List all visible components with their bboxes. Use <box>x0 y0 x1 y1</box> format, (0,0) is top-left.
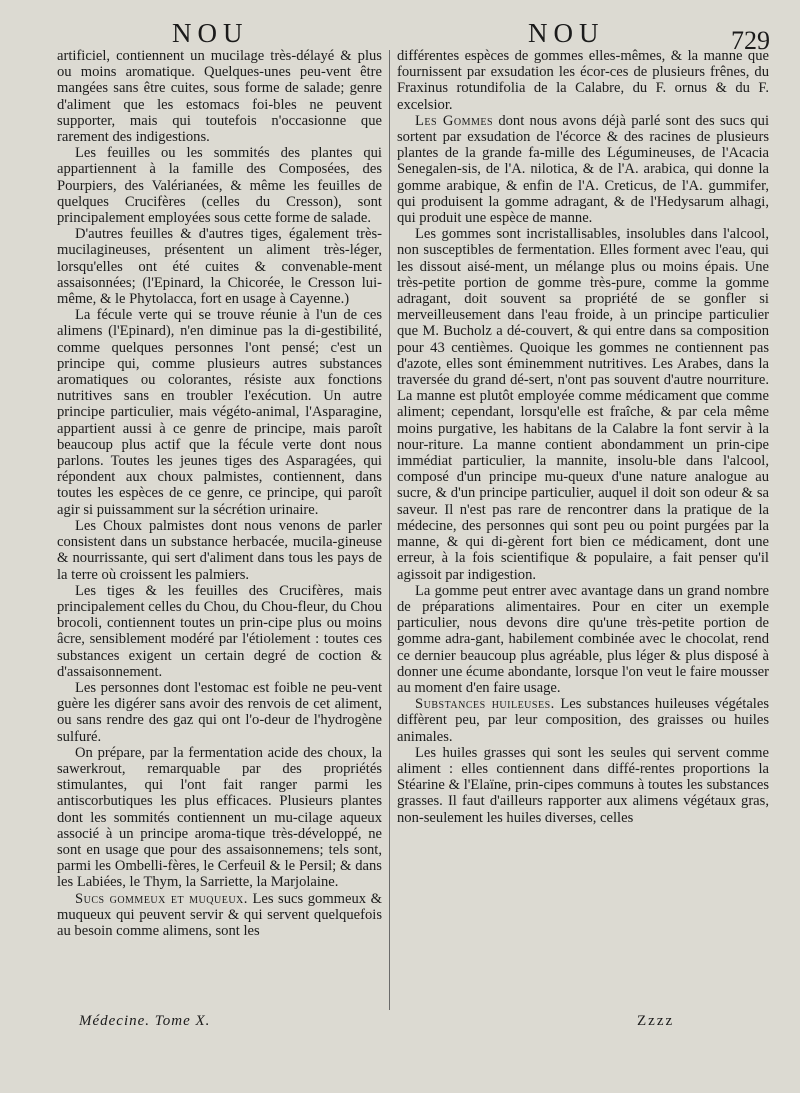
running-head-left: NOU <box>172 18 249 48</box>
paragraph-text: Les huiles grasses qui sont les seules qui servent comme aliment : elles contiennent dans diffé-rentes proportions la Stéarine & l'Elaïne, prin-cipes communs à toutes les substances grasses. Il faut d'ailleurs rapporter aux alimens végétaux gras, non-seulement les huiles diverses, celles <box>397 744 769 826</box>
paragraph-text: La gomme peut entrer avec avantage dans un grand nombre de préparations alimentaires. Pour en citer un exemple particulier, nous devons dire qu'une très-petite portion de gomme adra-gant, habilement combinée avec le chocolat, rend ce dernier beaucoup plus agréable, plus léger & plus disposé à donner une écume abondante, lorsque l'on veut le faire mousser au moment d'en faire usage. <box>397 582 769 696</box>
paragraph-text: Les sucs gommeux & muqueux qui peuvent servir & qui servent quelquefois au besoin comme alimens, sont les <box>57 890 382 939</box>
paragraph <box>57 145 382 226</box>
paragraph <box>397 745 769 826</box>
paragraph-text: Les feuilles ou les sommités des plantes qui appartiennent à la famille des Composées, des Pourpiers, des Valérianées, & même les feuilles de quelques Crucifères (celles du Cresson), sont principalement employées sous cette forme de salade. <box>57 145 382 227</box>
left-column <box>57 48 382 939</box>
footer-signature: Médecine. Tome X. <box>79 1013 211 1029</box>
paragraph-text: différentes espèces de gommes elles-mêmes, & la manne que fournissent par exsudation les écor-ces de plusieurs frênes, du Fraxinus rotundifolia de la Calabre, du F. ornus & du F. excelsior. <box>397 48 769 113</box>
section-heading: Sucs gommeux et muqueux. <box>75 890 248 907</box>
paragraph <box>57 48 382 145</box>
running-head-right: NOU <box>528 18 605 48</box>
paragraph <box>57 891 382 940</box>
paragraph-text: La fécule verte qui se trouve réunie à l'un de ces alimens (l'Epinard), n'en diminue pas la di-gestibilité, comme quelques personnes l'ont pensé; c'est un principe qui, comme plusieurs autres substances aromatiques ou colorantes, résiste aux fonctions nutritives sans en troubler l'exécution. Un autre principe particulier, mais végéto-animal, l'Asparagine, appartient aussi à ce genre de principe, mais paroît beaucoup plus actif que la fécule verte dont nous parlons. Toutes les jeunes tiges des Asparagées, qui répondent aux choux palmistes, contiennent, dans toutes les espèces de ce genre, ce principe, qui paroît agir si puissamment sur la sécrétion urinaire. <box>57 307 382 518</box>
paragraph <box>397 696 769 745</box>
section-heading: Les Gommes <box>415 112 494 129</box>
paragraph-text: Les substances huileuses végétales diffèrent peu, par leur composition, des graisses ou huiles animales. <box>397 696 770 745</box>
paragraph <box>57 583 382 680</box>
paragraph-text: artificiel, contiennent un mucilage très-délayé & plus ou moins aromatique. Quelques-unes peu-vent être mangées sans être cuites, sous forme de salade; genre d'aliment que les estomacs foi-bles ne peuvent supporter, mais qui toutefois n'occasionne que rarement des indigestions. <box>57 48 382 146</box>
paragraph <box>57 680 382 745</box>
footer-gathering-mark: Zzzz <box>637 1013 675 1029</box>
paragraph <box>57 226 382 307</box>
paragraph <box>397 48 769 113</box>
paragraph-text: Les personnes dont l'estomac est foible ne peu-vent guère les digérer sans avoir des renvois de cet aliment, ou sans rendre des gaz qui ont l'o-deur de l'hydrogène sulfuré. <box>57 679 382 745</box>
right-column <box>397 48 769 826</box>
page-number: 729 <box>731 26 770 55</box>
paragraph-text: Les Choux palmistes dont nous venons de parler consistent dans un substance herbacée, mucila-gineuse & nourrissante, qui sert d'aliment dans tous les pays de la terre où croissent les palmiers. <box>57 517 382 583</box>
paragraph <box>57 518 382 583</box>
paragraph <box>57 745 382 891</box>
column-divider <box>389 50 390 1010</box>
section-heading: Substances huileuses. <box>415 696 555 713</box>
paragraph <box>397 226 769 582</box>
paragraph-text: Les gommes sont incristallisables, insolubles dans l'alcool, non susceptibles de fermentation. Elles forment avec l'eau, qui les dissout aisé-ment, un mélange plus ou moins épais. Une très-petite portion de gomme très-pure, comme la gomme adragant, doit souvent sa propriété de se gonfler si merveilleusement dans l'eau froide, à un principe particulier que M. Bucholz a dé-couvert, & qui entre dans sa composition pour 43 centièmes. Quoique les gommes ne contiennent pas d'azote, elles sont éminemment nutritives. Les Arabes, dans la traversée du grand dé-sert, n'ont pas souvent d'autre nourriture. La manne est plutôt employée comme médicament que comme aliment; cependant, lorsqu'elle est fraîche, & par cela même moins purgative, les habitans de la Calabre la font servir à la nour-riture. La manne contient abondamment un prin-cipe immédiat particulier, la mannite, insolu-ble dans l'alcool, composé d'un principe mu-queux d'une nature analogue au sucre, & d'un principe particulier, auquel il doit son odeur & sa saveur. Il n'est pas rare de rencontrer dans la pratique de la médecine, des personnes qui sont peu ou point purgées par la manne, & qui di-gèrent fort bien ce médicament, dont une erreur, à la fois scientifique & populaire, a fait penser qu'il agissoit par indigestion. <box>397 226 769 583</box>
paragraph-text: dont nous avons déjà parlé sont des sucs qui sortent par exsudation de l'écorce & des racines de plusieurs plantes de la grande fa-mille des Légumineuses, de l'Acacia Senegalen-sis, de l'A. nilotica, & de l'A. arabica, qui donne la gomme arabique, & enfin de l'A. Creticus, de l'A. gummifer, qui produisent la gomme adragant, & de l'Hedysarum alhagi, qui produit une espèce de manne. <box>397 112 769 227</box>
paragraph-text: D'autres feuilles & d'autres tiges, également très-mucilagineuses, présentent un aliment très-léger, lorsqu'elles ont été cuites & convenable-ment assaisonnées; (l'Epinard, la Chicorée, le Cresson lui-même, & le Phytolacca, fort en usage à Cayenne.) <box>57 226 382 308</box>
paragraph-text: On prépare, par la fermentation acide des choux, la sawerkrout, remarquable par des propriétés stimulantes, qui l'ont fait ranger parmi les antiscorbutiques les plus efficaces. Plusieurs plantes dont les sommités contiennent un mu-cilage aqueux associé à un principe aroma-tique très-développé, ne sont en usage que pour des assaisonnemens; tels sont, parmi les Ombelli-fères, le Cerfeuil & le Persil; & dans les Labiées, le Thym, la Sarriette, la Marjolaine. <box>57 744 382 891</box>
paragraph <box>397 113 769 226</box>
paragraph-text: Les tiges & les feuilles des Crucifères, mais principalement celles du Chou, du Chou-fleur, du Chou brocoli, contiennent toutes un prin-cipe plus ou moins âcre, sensiblement modéré par l'étiolement : toutes ces substances exigent un certain degré de coction & d'assaisonnement. <box>57 582 382 680</box>
paragraph <box>57 307 382 518</box>
paragraph <box>397 583 769 696</box>
